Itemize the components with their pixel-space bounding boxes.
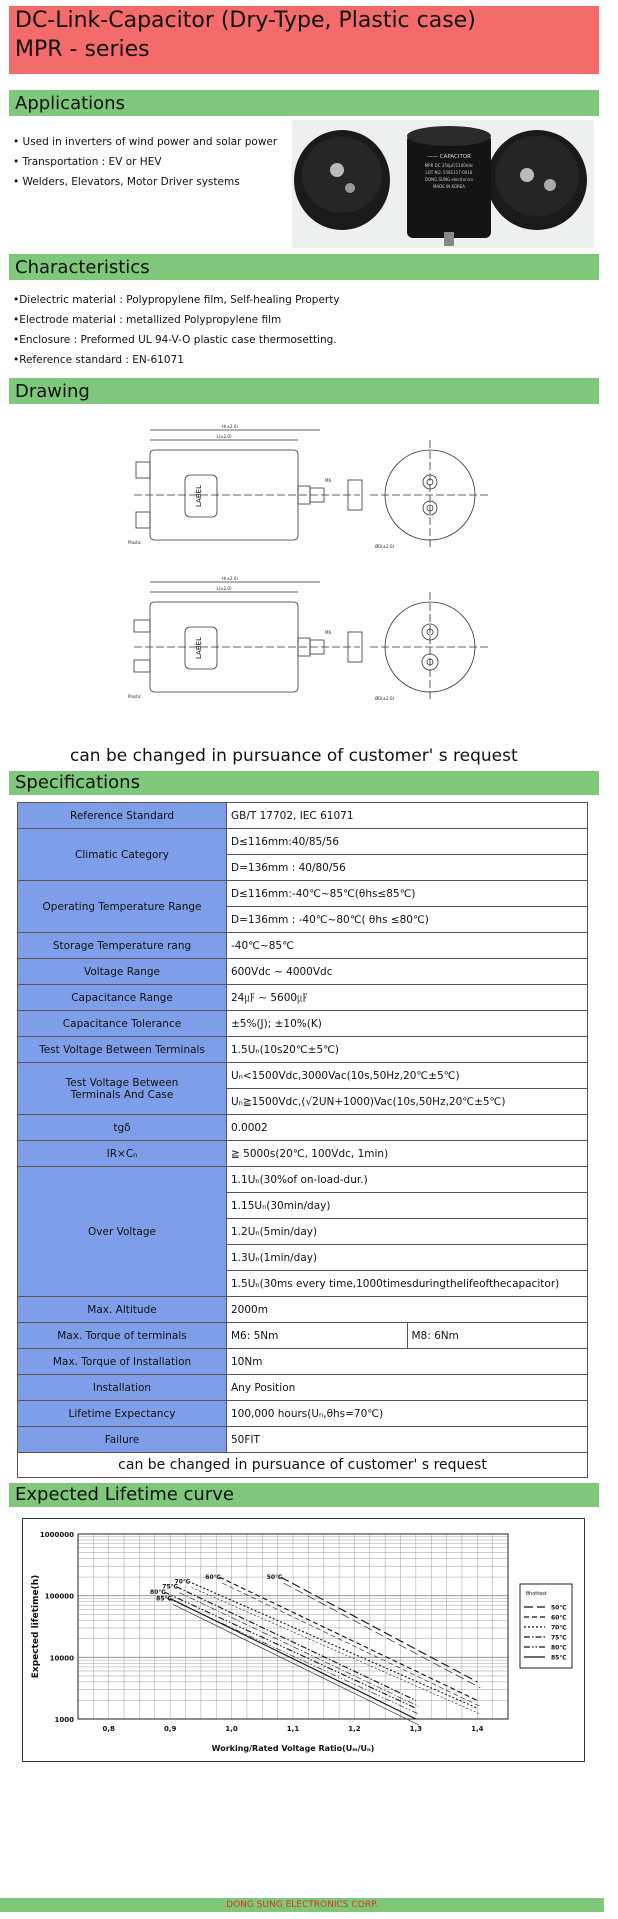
table-row [18,1297,588,1323]
spec-label: Test Voltage Between Terminals [18,1037,227,1063]
spec-value: GB/T 17702, IEC 61071 [227,803,588,829]
spec-value: D≤116mm:-40℃~85℃(θhs≤85℃) [227,881,588,907]
dim-d-bottom: ØD(±2.0) [375,696,395,701]
table-row [18,1063,588,1089]
table-row [18,803,588,829]
spec-value: 100,000 hours(Uₙ,θhs=70℃) [227,1401,588,1427]
y-axis-label: Expected lifetime(h) [31,1574,41,1679]
section-header-applications [9,90,599,116]
spec-label: Max. Torque of terminals [18,1323,227,1349]
spec-label: IR×Cₙ [18,1141,227,1167]
dim-m6-top: M6 [325,478,331,483]
spec-label: Operating Temperature Range [18,881,227,933]
legend-entry: 80℃ [551,1644,567,1652]
document-title [9,6,599,74]
specifications-table [17,802,588,1478]
section-header-drawing [9,378,599,404]
spec-value: Any Position [227,1375,588,1401]
spec-label: Max. Torque of Installation [18,1349,227,1375]
list-item: • Welders, Elevators, Motor Driver systems [13,176,240,188]
spec-label: Installation [18,1375,227,1401]
spec-label: Over Voltage [18,1167,227,1297]
spec-label: Lifetime Expectancy [18,1401,227,1427]
table-row [18,1375,588,1401]
x-tick-label: 1,2 [348,1725,361,1733]
curve-label: 70℃ [174,1578,191,1586]
series-line-companion-3 [179,1593,419,1707]
series-line-companion-0 [284,1583,481,1688]
table-row [18,959,588,985]
drawing-label-top: LABEL [195,485,203,507]
table-row [18,1401,588,1427]
legend-entry: 75℃ [551,1634,567,1642]
table-row [18,933,588,959]
list-item: • Used in inverters of wind power and solar power [13,136,278,148]
spec-value: ≧ 5000s(20℃, 100Vdc, 1min) [227,1141,588,1167]
spec-label: Capacitance Tolerance [18,1011,227,1037]
photo-label-1: —— CAPACITOR [427,154,471,160]
product-photo [292,120,594,248]
series-line-2 [189,1581,478,1708]
x-tick-label: 1,3 [409,1725,423,1733]
spec-label: Reference Standard [18,803,227,829]
legend-entry: 85℃ [551,1654,567,1662]
list-item: • Transportation : EV or HEV [13,156,162,168]
x-tick-label: 1,1 [286,1725,300,1733]
dim-l-top: L(±2.0) [216,434,232,439]
spec-value: D=136mm : -40℃~80℃( θhs ≤80℃) [227,907,588,933]
spec-value: 1.5Uₙ(30ms every time,1000timesduringthelifeofthecapacitor) [227,1271,588,1297]
spec-value: -40℃~85℃ [227,933,588,959]
table-row [18,881,588,907]
legend-title: θhottest [526,1591,547,1597]
dim-h-bottom: H(±2.0) [222,576,238,581]
spec-value: M8: 6Nm [411,1329,459,1342]
notice-text-drawing: can be changed in pursuance of customer' s request [70,746,518,766]
section-title: Drawing [15,381,90,402]
spec-value: 1.3Uₙ(1min/day) [227,1245,588,1271]
spec-value: 50FIT [227,1427,588,1453]
series-line-0 [281,1577,478,1682]
spec-label: Storage Temperature rang [18,933,227,959]
series-line-companion-5 [173,1604,419,1725]
section-header-specifications [9,771,599,795]
footer-bar [0,1898,604,1912]
spec-value: 600Vdc ~ 4000Vdc [227,959,588,985]
section-title: Expected Lifetime curve [15,1484,234,1505]
spec-value: Uₙ<1500Vdc,3000Vac(10s,50Hz,20℃±5℃) [227,1063,588,1089]
x-tick-label: 0,9 [163,1725,177,1733]
dim-h-top: H(±2.0) [222,424,238,429]
list-item: •Electrode material : metallized Polypropylene film [13,314,282,326]
section-header-lifetime [9,1483,599,1507]
curve-label: 80℃ [150,1588,166,1596]
dim-l-bottom: L(±2.0) [216,586,232,591]
list-item: •Enclosure : Preformed UL 94-V-O plastic case thermosetting. [13,334,337,346]
legend-entry: 50℃ [551,1604,567,1612]
drawing-label-bottom: LABEL [195,637,203,659]
spec-value: D≤116mm:40/85/56 [227,829,588,855]
table-row [18,1427,588,1453]
y-tick-label: 10000 [49,1654,74,1663]
spec-label: Max. Altitude [18,1297,227,1323]
section-header-characteristics [9,254,599,280]
table-row [18,1349,588,1375]
title-line-1: DC-Link-Capacitor (Dry-Type, Plastic case) [15,8,476,33]
photo-label-4: DONG SUNG electronics [424,177,474,182]
spec-value: 24㎌ ~ 5600㎌ [227,985,588,1011]
spec-value: ±5%(J); ±10%(K) [227,1011,588,1037]
section-title: Characteristics [15,257,150,278]
series-line-companion-2 [192,1587,481,1714]
table-row [18,1167,588,1193]
x-tick-label: 1,0 [225,1725,238,1733]
plastic-label-bottom: Plastic [128,694,141,699]
spec-value: 10Nm [227,1349,588,1375]
table-row [18,829,588,855]
list-item: •Reference standard : EN-61071 [13,354,184,366]
spec-label: Test Voltage Between Terminals And Case [18,1063,227,1115]
technical-drawing [120,420,510,720]
footer-company: DONG SUNG ELECTRONICS CORP. [226,1900,378,1910]
spec-label: tgδ [18,1115,227,1141]
curve-label: 60℃ [205,1574,221,1582]
list-item: •Dielectric material : Polypropylene film, Self-healing Property [13,294,340,306]
spec-value: 0.0002 [227,1115,588,1141]
x-tick-label: 0,8 [102,1725,115,1733]
characteristics-list [13,290,340,370]
section-title: Applications [15,93,125,114]
curve-label: 50℃ [266,1574,283,1582]
spec-value: Uₙ≧1500Vdc,(√2UN+1000)Vac(10s,50Hz,20℃±5℃) [227,1089,588,1115]
y-tick-label: 100000 [44,1592,74,1601]
lifetime-chart-frame [22,1518,585,1762]
photo-label-2: MPR DC 350μF/1100Vdc [424,163,474,168]
table-row [18,1453,588,1478]
photo-label-3: LOT NO. 5581117-0018 [425,170,473,175]
plastic-label-top: Plastic [128,540,141,545]
table-row [18,1141,588,1167]
applications-list [13,132,277,192]
lifetime-chart [23,1519,584,1761]
x-tick-label: 1,4 [471,1725,484,1733]
x-axis-label: Working/Rated Voltage Ratio(Uₘ/Uₙ) [211,1744,375,1753]
spec-label: Climatic Category [18,829,227,881]
table-row [18,1115,588,1141]
spec-value: 1.15Uₙ(30min/day) [227,1193,588,1219]
y-tick-label: 1000000 [39,1531,74,1539]
spec-value: 2000m [227,1297,588,1323]
photo-label-5: MADE IN KOREA [432,184,466,189]
dim-m6-bottom: M6 [325,630,331,635]
legend-entry: 70℃ [551,1624,567,1632]
spec-value: 1.5Uₙ(10s20℃±5℃) [227,1037,588,1063]
spec-label: Capacitance Range [18,985,227,1011]
curve-label: 75℃ [162,1583,178,1591]
table-row [18,1037,588,1063]
spec-value: D=136mm : 40/80/56 [227,855,588,881]
table-row [18,1011,588,1037]
y-tick-label: 1000 [54,1716,74,1724]
spec-value: 1.1Uₙ(30%of on-load-dur.) [227,1167,588,1193]
section-title: Specifications [15,772,140,793]
legend-entry: 60℃ [551,1614,567,1622]
spec-label: Failure [18,1427,227,1453]
title-line-2: MPR - series [15,37,150,62]
notice-text-table: can be changed in pursuance of customer' s request [18,1453,588,1478]
series-line-3 [176,1587,416,1701]
table-row [18,985,588,1011]
curve-label: 85℃ [156,1595,172,1603]
spec-label: Voltage Range [18,959,227,985]
spec-value: M6: 5Nm [227,1323,407,1348]
dim-d-top: ØD(±2.0) [375,544,395,549]
table-row [18,1323,588,1349]
spec-value: 1.2Uₙ(5min/day) [227,1219,588,1245]
